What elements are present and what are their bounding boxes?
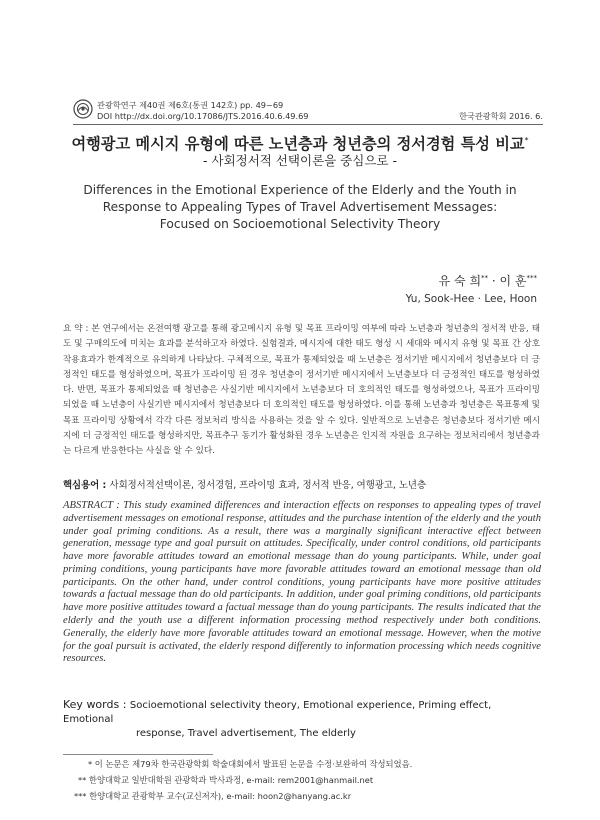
author-2-name: 이 훈 bbox=[499, 274, 527, 288]
english-authors: Yu, Sook-Hee · Lee, Hoon bbox=[405, 293, 537, 305]
korean-abstract-text: 본 연구에서는 온전여행 광고를 통해 광고메시지 유형 및 목표 프라이밍 여부에 따라 노년층과 청년층의 정서적 반응, 태도 및 구매의도에 미치는 효과를 분석하고자 하였다. 실험결과, 메시지에 대한 태도 형성 시 세대와 메시지 유형 및 목표 간 상호작용효과가 한계적으로 유의하게 나타났다. 구체적으로, 목표가 통제되었을 때 노년층은 정서기반 메시지에서 청년층보다 더 긍정적인 태도를 형성하였으며, 목표가 프라이밍 된 경우 청년층이 정서기반 메시지에서 노년층보다 더 긍정적인 태도를 형성하였다. 반면, 목표가 통제되었을 때 청년층은 사실기반 메시지에서 노년층보다 더 호의적인 태도를 형성하였으나, 목표가 프라이밍 되었을 때 노년층이 사실기반 메시지에서 청년층보다 더 호의적인 태도를 형성하였다. 이를 통해 노년층과 청년층은 목표통제 및 목표 프라이밍 상황에서 각각 다른 정보처리 방식을 사용하는 것을 알 수 있다. 일반적으로 노년층은 청년층보다 정서기반 메시지에 더 긍정적인 태도를 형성하지만, 목표추구 동기가 활성화된 경우 노년층은 인지적 자원을 요구하는 정보처리에서 청년층과는 다르게 반응한다는 사실을 알 수 있다. bbox=[63, 324, 540, 457]
header-rule bbox=[73, 124, 543, 125]
doi-line: DOI http://dx.doi.org/10.17086/JTS.2016.40.6.49.69 bbox=[97, 111, 309, 121]
korean-abstract bbox=[63, 322, 540, 460]
english-abstract-text: This study examined differences and interaction effects on responses to appealing types of travel advertisement messages on emotional response, attitudes and the purchase intention of the elderly and the youth under goal priming conditions. As a result, there was a marginally significant interactive effect between generation, message type and goal pursuit on attitudes. Specifically, under control conditions, old participants have more favorable attitudes toward an emotional message than do young participants. While, under goal priming conditions, young participants have more favorable attitudes toward an emotional message than old participants. On the other hand, under control conditions, young participants have more positive attitudes towards a factual message than do old participants. In addition, under goal priming conditions, old participants have more positive attitudes toward a factual message than do young participants. The results indicated that the elderly and the youth use a different information processing method respectively under both conditions. Generally, the elderly have more favorable attitudes toward an emotional message. However, when the motive for the goal pursuit is activated, the elderly respond differently to information processing which needs cognitive resources. bbox=[63, 500, 541, 665]
korean-keywords bbox=[63, 479, 540, 492]
footnote-rule bbox=[63, 754, 213, 755]
english-keywords-label: Key words : bbox=[63, 698, 130, 711]
society-logo-icon bbox=[73, 99, 93, 119]
society-date: 한국관광학회 2016. 6. bbox=[459, 111, 543, 121]
journal-header bbox=[73, 99, 543, 125]
korean-subtitle: - 사회정서적 선택이론을 중심으로 - bbox=[203, 153, 397, 168]
english-keywords bbox=[63, 698, 541, 741]
english-keywords-text-1: Socioemotional selectivity theory, Emotional experience, Priming effect, Emotional bbox=[63, 700, 492, 725]
journal-volume-line: 관광학연구 제40권 제6호(통권 142호) pp. 49~69 bbox=[97, 100, 284, 110]
footnote-1: * 이 논문은 제79차 한국관광학회 학술대회에서 발표된 논문을 수정·보완하여 작성되었음. bbox=[88, 759, 413, 769]
korean-title bbox=[60, 131, 540, 154]
author-2-marker: *** bbox=[526, 274, 537, 282]
author-1-marker: ** bbox=[481, 274, 489, 282]
english-title: Differences in the Emotional Experience of the Elderly and the Youth in Response to Appealing Types of Travel Advertisement Messages: Focused on Socioemotional Selectivity Theory bbox=[83, 183, 517, 231]
korean-authors bbox=[439, 271, 537, 289]
korean-title-text: 여행광고 메시지 유형에 따른 노년층과 청년층의 정서경험 특성 비교 bbox=[71, 135, 525, 154]
korean-keywords-label: 핵심용어 : bbox=[63, 480, 110, 491]
author-1-name: 유 숙 희 bbox=[438, 274, 482, 288]
korean-keywords-text: 사회정서적선택이론, 정서경험, 프라이밍 효과, 정서적 반응, 여행광고, 노년층 bbox=[109, 480, 427, 491]
english-keywords-line-1 bbox=[63, 698, 541, 727]
korean-abstract-label: 요 약 : bbox=[63, 324, 92, 334]
title-footnote-marker: * bbox=[524, 136, 529, 145]
author-separator: · bbox=[488, 274, 500, 288]
footnote-2: ** 한양대학교 일반대학원 관광학과 박사과정, e-mail: rem2001@hanmail.net bbox=[78, 775, 374, 785]
english-abstract-label: ABSTRACT : bbox=[63, 500, 124, 511]
footnote-3: *** 한양대학교 관광학부 교수(교신저자), e-mail: hoon2@hanyang.ac.kr bbox=[74, 791, 352, 801]
english-keywords-text-2: response, Travel advertisement, The elderly bbox=[136, 728, 356, 739]
english-abstract bbox=[63, 500, 541, 666]
